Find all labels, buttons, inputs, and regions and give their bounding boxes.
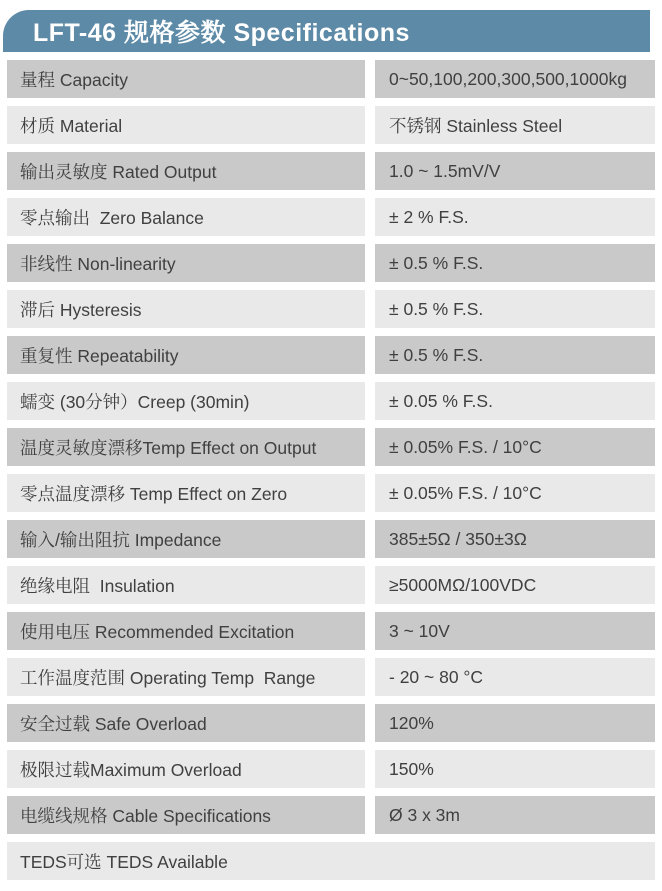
row-label: 零点输出 Zero Balance	[7, 198, 365, 236]
header-bar	[3, 10, 650, 52]
table-row	[7, 842, 655, 880]
row-label: 输出灵敏度 Rated Output	[7, 152, 365, 190]
row-value: 1.0 ~ 1.5mV/V	[375, 152, 655, 190]
row-value: 0~50,100,200,300,500,1000kg	[375, 60, 655, 98]
table-row	[7, 106, 655, 144]
row-label: 重复性 Repeatability	[7, 336, 365, 374]
row-value: 385±5Ω / 350±3Ω	[375, 520, 655, 558]
row-value: 150%	[375, 750, 655, 788]
table-row	[7, 428, 655, 466]
row-label: TEDS可选 TEDS Available	[7, 842, 655, 880]
row-value: 不锈钢 Stainless Steel	[375, 106, 655, 144]
row-value: 3 ~ 10V	[375, 612, 655, 650]
row-label: 零点温度漂移 Temp Effect on Zero	[7, 474, 365, 512]
table-row	[7, 198, 655, 236]
row-label: 电缆线规格 Cable Specifications	[7, 796, 365, 834]
table-row	[7, 474, 655, 512]
row-value: ± 0.05% F.S. / 10°C	[375, 474, 655, 512]
table-row	[7, 750, 655, 788]
row-value: ± 2 % F.S.	[375, 198, 655, 236]
table-row	[7, 382, 655, 420]
page-title: LFT-46 规格参数 Specifications	[33, 19, 410, 47]
row-label: 材质 Material	[7, 106, 365, 144]
row-value: ± 0.5 % F.S.	[375, 244, 655, 282]
row-label: 温度灵敏度漂移Temp Effect on Output	[7, 428, 365, 466]
row-label: 使用电压 Recommended Excitation	[7, 612, 365, 650]
row-label: 滞后 Hysteresis	[7, 290, 365, 328]
table-row	[7, 290, 655, 328]
row-label: 非线性 Non-linearity	[7, 244, 365, 282]
row-label: 工作温度范围 Operating Temp Range	[7, 658, 365, 696]
row-label: 蠕变 (30分钟）Creep (30min)	[7, 382, 365, 420]
table-row	[7, 612, 655, 650]
table-row	[7, 244, 655, 282]
table-row	[7, 336, 655, 374]
row-value: ± 0.5 % F.S.	[375, 290, 655, 328]
row-value: ± 0.05 % F.S.	[375, 382, 655, 420]
table-row	[7, 796, 655, 834]
table-row	[7, 658, 655, 696]
row-value: ± 0.5 % F.S.	[375, 336, 655, 374]
row-value: ≥5000MΩ/100VDC	[375, 566, 655, 604]
table-row	[7, 704, 655, 742]
spec-table	[7, 60, 655, 888]
row-label: 极限过载Maximum Overload	[7, 750, 365, 788]
row-value: - 20 ~ 80 °C	[375, 658, 655, 696]
row-label: 安全过载 Safe Overload	[7, 704, 365, 742]
row-label: 量程 Capacity	[7, 60, 365, 98]
row-label: 绝缘电阻 Insulation	[7, 566, 365, 604]
row-value: ± 0.05% F.S. / 10°C	[375, 428, 655, 466]
table-row	[7, 60, 655, 98]
table-row	[7, 566, 655, 604]
table-row	[7, 152, 655, 190]
row-value: 120%	[375, 704, 655, 742]
row-value: Ø 3 x 3m	[375, 796, 655, 834]
table-row	[7, 520, 655, 558]
row-label: 输入/输出阻抗 Impedance	[7, 520, 365, 558]
